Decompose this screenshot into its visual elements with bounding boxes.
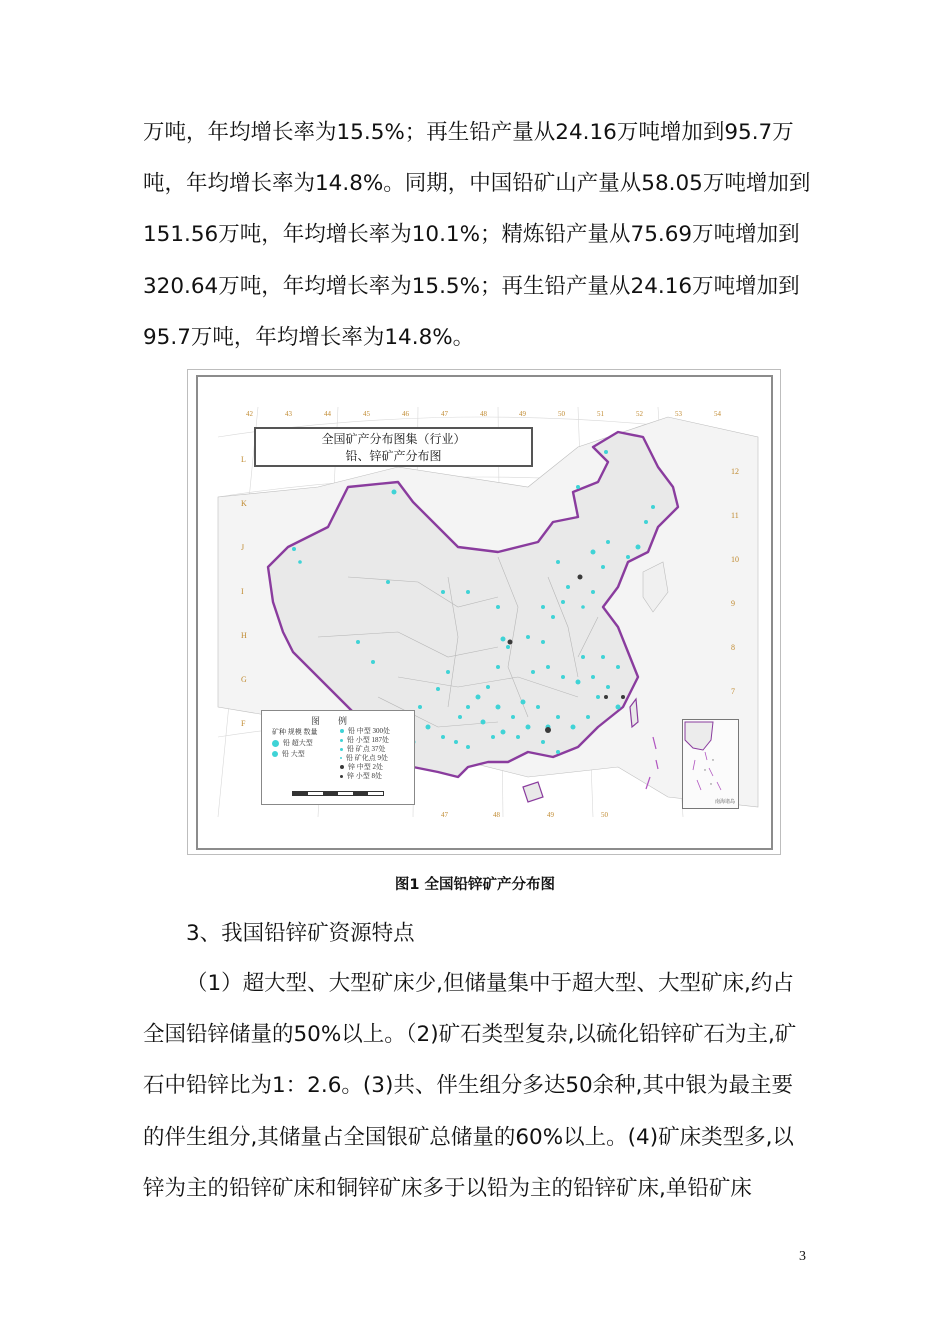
scale-bar [292, 791, 384, 796]
grid-label: H [241, 631, 247, 640]
legend-item-label: 铅 大型 [282, 750, 305, 758]
legend-item [340, 736, 412, 745]
grid-label: J [241, 543, 245, 552]
grid-label: 10 [731, 555, 739, 564]
legend-item-label: 铅 小型 [347, 736, 370, 744]
inset-map-svg [683, 720, 738, 808]
page-number: 3 [799, 1249, 806, 1264]
grid-label: 54 [714, 410, 721, 418]
legend-item-label: 铅 矿点 [347, 745, 370, 753]
legend-item-label: 铅 矿化点 [346, 754, 376, 762]
legend-item-label: 铅 超大型 [283, 739, 313, 747]
dot-icon [340, 748, 343, 751]
hainan-shape [523, 782, 543, 802]
legend-left-column [272, 727, 332, 760]
grid-label: 11 [731, 511, 739, 520]
south-china-sea-inset [682, 719, 739, 809]
dark-dot-icon [340, 765, 344, 769]
grid-label: K [241, 499, 247, 508]
map-title-box [254, 427, 533, 467]
dot-icon [340, 739, 343, 742]
grid-label: G [241, 675, 247, 684]
dot-icon [340, 729, 344, 733]
grid-label: 45 [363, 410, 370, 418]
legend-item [340, 745, 412, 754]
grid-label: 50 [601, 811, 608, 819]
large-dot-icon [272, 740, 279, 747]
grid-label: 48 [480, 410, 487, 418]
grid-label: 7 [731, 687, 735, 696]
inset-label: 南海诸岛 [714, 800, 735, 805]
legend-item-label: 锌 小型 [347, 772, 370, 780]
map-title-line1: 全国矿产分布图集（行业） [321, 432, 466, 446]
legend-item [272, 749, 332, 760]
grid-label: 47 [441, 410, 448, 418]
map-legend [261, 710, 415, 805]
paragraph-characteristics: （1）超大型、大型矿床少,但储量集中于超大型、大型矿床,约占全国铅锌储量的50%以上。（2)矿石类型复杂,以硫化铅锌矿石为主,矿石中铅锌比为1：2.6。(3)共、伴生组分多达50余种,其中银为最主要的伴生组分,其储量占全国银矿总储量的60%以上。(4)矿床类型多,以锌为主的铅锌矿床和铜锌矿床多于以铅为主的铅锌矿床,单铅矿床 [143, 971, 797, 1201]
paragraph-production-stats: 万吨，年均增长率为15.5%；再生铅产量从24.16万吨增加到95.7万吨，年均增长率为14.8%。同期，中国铅矿山产量从58.05万吨增加到151.56万吨，年均增长率为10.1%；精炼铅产量从75.69万吨增加到320.64万吨，年均增长率为15.5%；再生铅产量从24.16万吨增加到95.7万吨，年均增长率为14.8%。 [143, 120, 811, 350]
medium-dot-icon [272, 751, 278, 757]
legend-item-count: 187处 [371, 736, 389, 744]
grid-label: 47 [441, 811, 448, 819]
grid-label: 8 [731, 643, 735, 652]
dark-dot-icon [340, 775, 343, 778]
legend-item-count: 9处 [377, 754, 388, 762]
legend-item [272, 738, 332, 749]
grid-label: 53 [675, 410, 682, 418]
grid-label: 46 [402, 410, 409, 418]
grid-label: 48 [493, 811, 500, 819]
grid-label: 43 [285, 410, 292, 418]
grid-label: L [241, 455, 246, 464]
legend-item-count: 37处 [371, 745, 386, 753]
legend-item-label: 铅 中型 [348, 727, 371, 735]
legend-title: 图例 [310, 716, 365, 726]
figure-frame [187, 369, 781, 855]
grid-label: 44 [324, 410, 331, 418]
legend-header: 矿种 规模 数量 [272, 728, 318, 736]
grid-label: F [241, 719, 246, 728]
map-title-line2: 铅、锌矿产分布图 [345, 449, 442, 463]
legend-item-count: 8处 [371, 772, 382, 780]
dot-icon [340, 757, 342, 759]
figure-caption: 图1 全国铅锌矿产分布图 [394, 877, 556, 893]
legend-item-count: 2处 [372, 763, 383, 771]
grid-label: 51 [597, 410, 604, 418]
legend-item [340, 754, 412, 763]
section-heading: 3、我国铅锌矿资源特点 [186, 921, 415, 946]
legend-item [340, 727, 412, 736]
map-image [196, 375, 773, 850]
legend-right-column [340, 727, 412, 781]
legend-item [340, 763, 412, 772]
grid-label: 49 [519, 410, 526, 418]
grid-label: 9 [731, 599, 735, 608]
grid-label: I [241, 587, 244, 596]
grid-label: 50 [558, 410, 565, 418]
legend-item-label: 锌 中型 [348, 763, 371, 771]
grid-label: 12 [731, 467, 739, 476]
grid-label: 42 [246, 410, 253, 418]
grid-label: 49 [547, 811, 554, 819]
legend-item-count: 300处 [372, 727, 390, 735]
grid-label: 52 [636, 410, 643, 418]
legend-item [340, 772, 412, 781]
